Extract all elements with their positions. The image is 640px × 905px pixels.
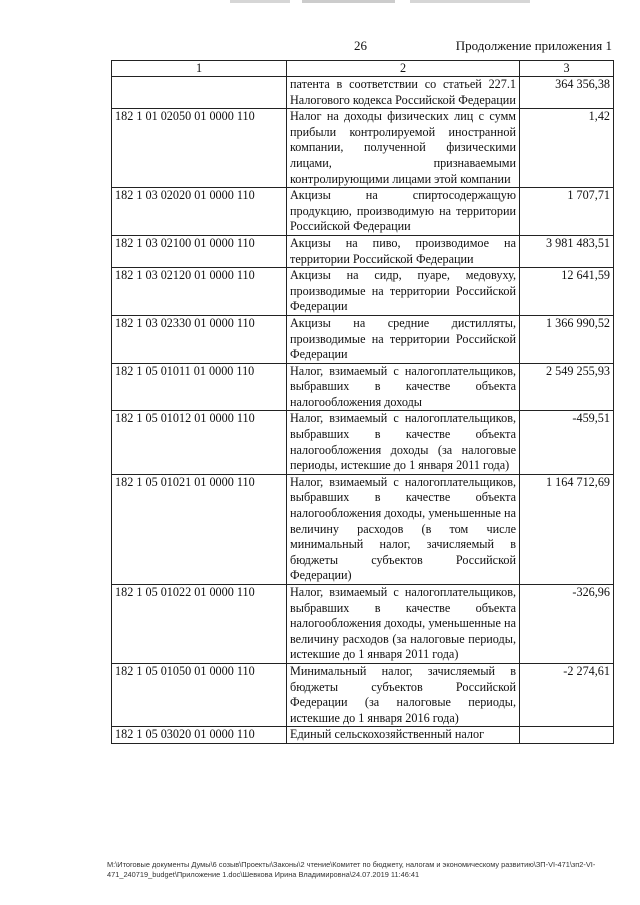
amount: 1 707,71 xyxy=(520,188,614,236)
classification-code: 182 1 03 02020 01 0000 110 xyxy=(112,188,287,236)
amount: -2 274,61 xyxy=(520,663,614,726)
table-row xyxy=(112,663,614,726)
table-row xyxy=(112,474,614,584)
continuation-label: Продолжение приложения 1 xyxy=(455,38,612,53)
amount: 2 549 255,93 xyxy=(520,363,614,411)
classification-code: 182 1 03 02100 01 0000 110 xyxy=(112,235,287,267)
classification-code: 182 1 01 02050 01 0000 110 xyxy=(112,109,287,188)
classification-code: 182 1 05 01021 01 0000 110 xyxy=(112,474,287,584)
revenue-name: Налог на доходы физических лиц с сумм прибыли контролируемой иностранной компании, полученной физическими лицами, признаваемыми контролирующими лицами этой компании xyxy=(287,109,520,188)
amount xyxy=(520,727,614,744)
revenue-name: Налог, взимаемый с налогоплательщиков, выбравших в качестве объекта налогообложения доходы xyxy=(287,363,520,411)
classification-code: 182 1 05 01022 01 0000 110 xyxy=(112,585,287,664)
revenue-name: Налог, взимаемый с налогоплательщиков, выбравших в качестве объекта налогообложения доходы, уменьшенные на величину расходов (в том числе минимальный налог, зачисляемый в бюджеты субъектов Российской Федерации) xyxy=(287,474,520,584)
amount: -326,96 xyxy=(520,585,614,664)
revenue-name: Акцизы на пиво, производимое на территории Российской Федерации xyxy=(287,235,520,267)
column-header-3: 3 xyxy=(520,61,614,77)
table-row xyxy=(112,235,614,267)
table-row xyxy=(112,77,614,109)
column-header-2: 2 xyxy=(287,61,520,77)
document-path-footer: М:\Итоговые документы Думы\6 созыв\Проекты\Законы\2 чтение\Комитет по бюджету, налогам и экономическому развитию\ЗП-VI-471\зп2-VI-471_240719_budget\Приложение 1.doc\Шевкова Ирина Владимировна\24.07.2019 11:46:41 xyxy=(107,860,596,879)
scan-artifact xyxy=(230,0,530,3)
classification-code: 182 1 05 01012 01 0000 110 xyxy=(112,411,287,474)
revenue-name: Единый сельскохозяйственный налог xyxy=(287,727,520,744)
amount: 1 164 712,69 xyxy=(520,474,614,584)
classification-code: 182 1 05 01050 01 0000 110 xyxy=(112,663,287,726)
table-row xyxy=(112,188,614,236)
table-row xyxy=(112,363,614,411)
classification-code: 182 1 03 02330 01 0000 110 xyxy=(112,315,287,363)
column-header-1: 1 xyxy=(112,61,287,77)
table-row xyxy=(112,315,614,363)
amount: 1 366 990,52 xyxy=(520,315,614,363)
revenue-name: патента в соответствии со статьей 227.1 Налогового кодекса Российской Федерации xyxy=(287,77,520,109)
table-header-row xyxy=(112,61,614,77)
classification-code xyxy=(112,77,287,109)
classification-code: 182 1 05 03020 01 0000 110 xyxy=(112,727,287,744)
page-number: 26 xyxy=(354,38,367,53)
amount: 364 356,38 xyxy=(520,77,614,109)
revenue-name: Акцизы на сидр, пуаре, медовуху, производимые на территории Российской Федерации xyxy=(287,268,520,316)
classification-code: 182 1 05 01011 01 0000 110 xyxy=(112,363,287,411)
amount: 12 641,59 xyxy=(520,268,614,316)
classification-code: 182 1 03 02120 01 0000 110 xyxy=(112,268,287,316)
revenue-name: Налог, взимаемый с налогоплательщиков, выбравших в качестве объекта налогообложения доходы (за налоговые периоды, истекшие до 1 января 2011 года) xyxy=(287,411,520,474)
budget-table xyxy=(111,60,614,744)
revenue-name: Акцизы на спиртосодержащую продукцию, производимую на территории Российской Федерации xyxy=(287,188,520,236)
table-row xyxy=(112,109,614,188)
table-row xyxy=(112,268,614,316)
table-row xyxy=(112,585,614,664)
amount: -459,51 xyxy=(520,411,614,474)
amount: 1,42 xyxy=(520,109,614,188)
table-row xyxy=(112,411,614,474)
revenue-name: Минимальный налог, зачисляемый в бюджеты субъектов Российской Федерации (за налоговые периоды, истекшие до 1 января 2016 года) xyxy=(287,663,520,726)
amount: 3 981 483,51 xyxy=(520,235,614,267)
revenue-name: Налог, взимаемый с налогоплательщиков, выбравших в качестве объекта налогообложения доходы, уменьшенные на величину расходов (за налоговые периоды, истекшие до 1 января 2011 года) xyxy=(287,585,520,664)
revenue-name: Акцизы на средние дистилляты, производимые на территории Российской Федерации xyxy=(287,315,520,363)
table-row xyxy=(112,727,614,744)
